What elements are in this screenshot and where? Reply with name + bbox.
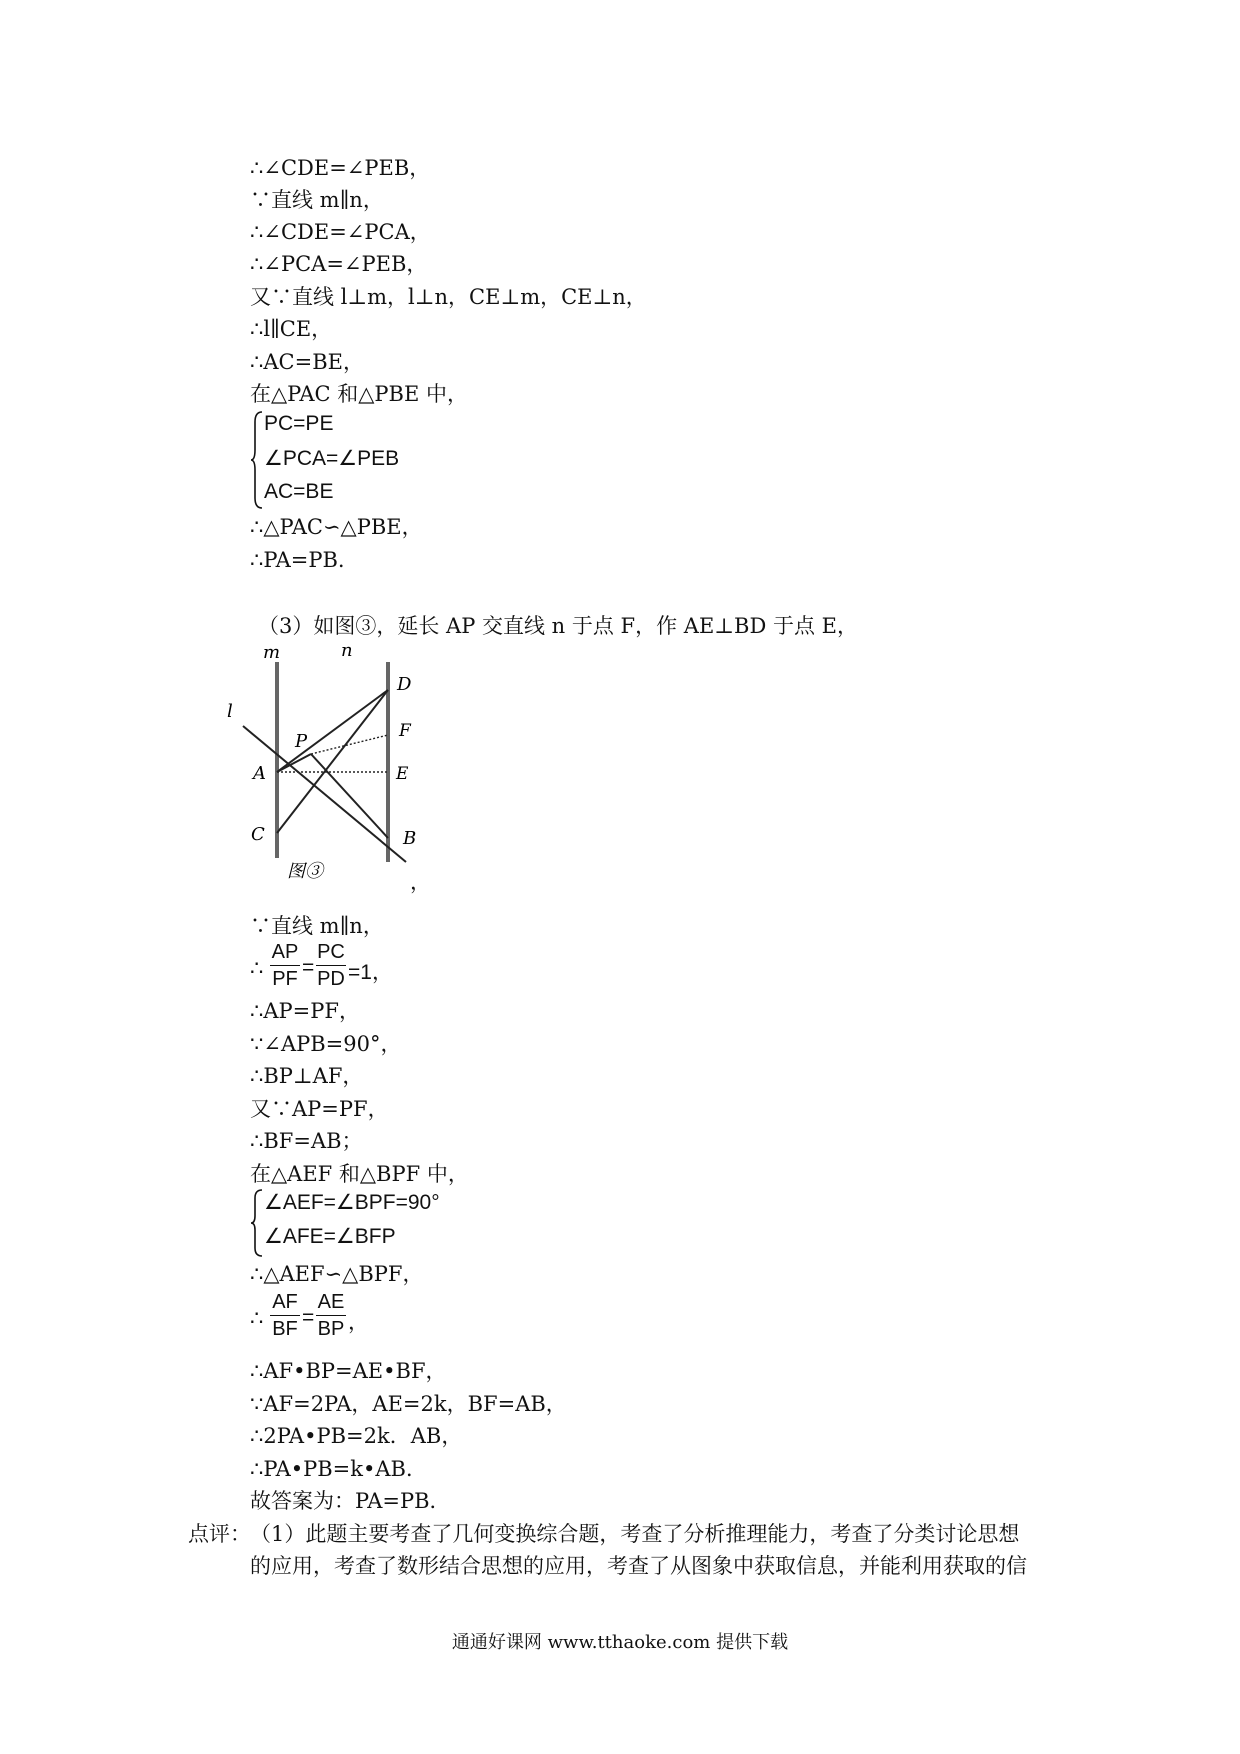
geometry-figure-3 xyxy=(227,640,435,885)
figure-trailing-punct: ， xyxy=(410,870,431,894)
proof-line: 在△PAC 和△PBE 中， xyxy=(250,382,468,406)
equation-system-1 xyxy=(250,410,450,510)
system-row: ∠AEF=∠BPF=90° xyxy=(264,1191,440,1214)
label-D: D xyxy=(397,674,412,695)
fraction: PC PD xyxy=(317,941,345,990)
system-row: AC=BE xyxy=(264,480,334,503)
comment-line: （1）此题主要考查了几何变换综合题，考查了分析推理能力，考查了分类讨论思想 xyxy=(250,1522,1020,1546)
proof-line: 又∵AP=PF， xyxy=(250,1097,389,1121)
system-row: ∠AFE=∠BFP xyxy=(264,1225,396,1248)
proof-line: ∴PA=PB. xyxy=(250,548,345,572)
label-E: E xyxy=(396,764,409,784)
proof-line: 在△AEF 和△BPF 中， xyxy=(250,1162,469,1186)
proof-line: ∴PA•PB=k•AB． xyxy=(250,1457,427,1481)
proof-line: ∴∠CDE=∠PCA， xyxy=(250,220,431,244)
proof-line: ∵直线 m∥n， xyxy=(250,914,384,938)
therefore-symbol: ∴ xyxy=(250,1306,264,1330)
proof-line: 又∵直线 l⊥m，l⊥n，CE⊥m，CE⊥n， xyxy=(250,285,647,309)
comment-line: 的应用，考查了数形结合思想的应用，考查了从图象中获取信息，并能利用获取的信 xyxy=(250,1554,1027,1578)
left-brace-icon xyxy=(250,1188,264,1258)
segment-CD xyxy=(277,690,388,833)
figure-caption: 图③ xyxy=(287,861,323,882)
proof-line: ∴2PA•PB=2k．AB， xyxy=(250,1424,463,1448)
system-row: PC=PE xyxy=(264,412,334,435)
segment-PB xyxy=(311,754,388,838)
proof-line: ∴△AEF∽△BPF， xyxy=(250,1262,424,1286)
proof-line: ∴AC=BE， xyxy=(250,350,364,374)
proof-line: ∴∠CDE=∠PEB， xyxy=(250,156,431,180)
proof-line: ∴∠PCA=∠PEB， xyxy=(250,252,428,276)
label-l: l xyxy=(227,701,233,722)
left-brace-icon xyxy=(250,410,264,510)
fraction: AE BP xyxy=(317,1291,345,1340)
system-row: ∠PCA=∠PEB xyxy=(264,447,400,470)
fraction: AP PF xyxy=(271,941,299,990)
label-F: F xyxy=(399,721,411,741)
label-B: B xyxy=(403,828,417,849)
fraction-equation-1: ∴ AP PF = PC PD =1， xyxy=(250,941,393,990)
proof-line: ∴l∥CE， xyxy=(250,317,333,341)
page-footer: 通通好课网 www.tthaoke.com 提供下载 xyxy=(451,1632,789,1653)
label-P: P xyxy=(295,731,308,752)
comment-label: 点评： xyxy=(188,1522,251,1546)
therefore-symbol: ∴ xyxy=(250,956,264,980)
proof-line: ∴△PAC∽△PBE， xyxy=(250,515,423,539)
label-C: C xyxy=(251,824,265,845)
proof-line: ∴BP⊥AF， xyxy=(250,1064,364,1088)
segment-AD xyxy=(277,690,388,772)
label-n: n xyxy=(341,640,353,661)
proof-line: ∵AF=2PA，AE=2k，BF=AB， xyxy=(250,1392,567,1416)
equation-system-2 xyxy=(250,1188,510,1258)
line-l xyxy=(243,726,406,862)
proof-line: ∴AF•BP=AE•BF， xyxy=(250,1359,447,1383)
label-A: A xyxy=(253,763,266,784)
proof-line: ∵∠APB=90°， xyxy=(250,1032,402,1056)
proof-line: ∴AP=PF， xyxy=(250,999,360,1023)
part3-intro: （3）如图③，延长 AP 交直线 n 于点 F，作 AE⊥BD 于点 E， xyxy=(258,614,858,638)
fraction-equation-2: ∴ AF BF = AE BP ， xyxy=(250,1291,369,1340)
proof-line: 故答案为：PA=PB． xyxy=(250,1489,451,1513)
proof-line: ∵直线 m∥n， xyxy=(250,188,384,212)
fraction: AF BF xyxy=(270,1290,300,1341)
label-m: m xyxy=(263,642,281,663)
proof-line: ∴BF=AB； xyxy=(250,1129,363,1153)
